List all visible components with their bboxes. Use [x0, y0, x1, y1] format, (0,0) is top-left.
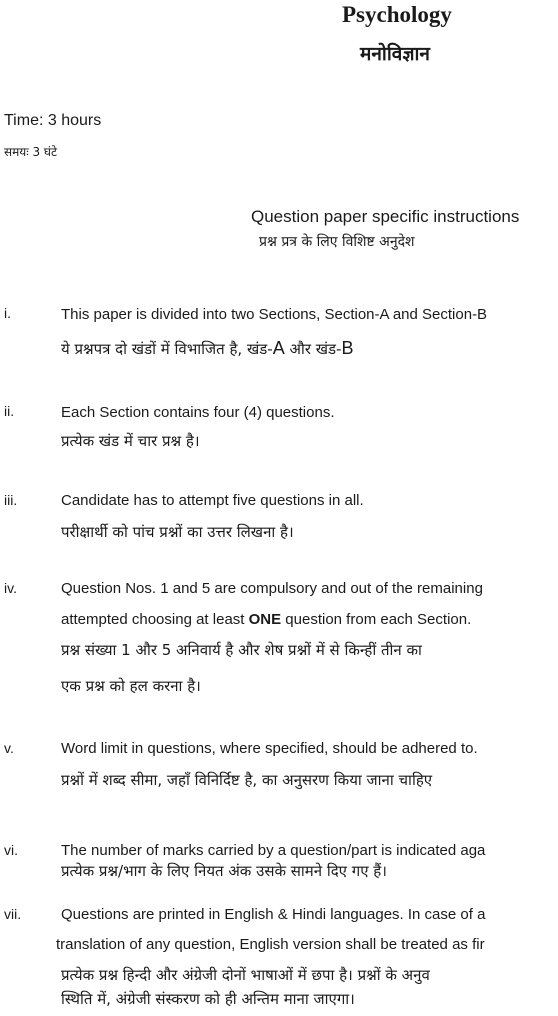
time-allowed-hindi: समयः 3 घंटे: [4, 145, 58, 159]
item-text-english: Candidate has to attempt five questions in all.: [61, 492, 364, 509]
item-text-hindi: प्रत्येक प्रश्न/भाग के लिए नियत अंक उसके सामने दिए गए हैं।: [61, 862, 387, 880]
item-text-hindi: परीक्षार्थी को पांच प्रश्नों का उत्तर लिखना है।: [61, 523, 294, 541]
item-text-english: This paper is divided into two Sections, Section-A and Section-B: [61, 306, 488, 323]
item-text-english: Question Nos. 1 and 5 are compulsory and out of the remaining: [61, 580, 483, 597]
subject-title-hindi: मनोविज्ञान: [360, 43, 430, 65]
item-text-english-continued: attempted choosing at least ONE question from each Section.: [61, 611, 472, 628]
item-text-hindi-continued: एक प्रश्न को हल करना है।: [61, 677, 201, 695]
item-text-english: Word limit in questions, where specified, should be adhered to.: [61, 740, 478, 757]
item-text-english-continued: translation of any question, English version shall be treated as fir: [56, 936, 485, 953]
item-number: v.: [4, 740, 14, 756]
item-text-hindi: प्रश्नों में शब्द सीमा, जहाँ विनिर्दिष्ट है, का अनुसरण किया जाना चाहिए: [61, 771, 433, 789]
item-number: i.: [4, 305, 11, 321]
item-text-hindi: प्रत्येक प्रश्न हिन्दी और अंग्रेजी दोनों भाषाओं में छपा है। प्रश्नों के अनुव: [61, 966, 430, 984]
item-text-english: Each Section contains four (4) questions.: [61, 404, 335, 421]
item-text-hindi: प्रत्येक खंड में चार प्रश्न है।: [61, 432, 200, 450]
item-text-hindi: प्रश्न संख्या 1 और 5 अनिवार्य है और शेष प्रश्नों में से किन्हीं तीन का: [61, 641, 422, 659]
item-number: vii.: [4, 906, 22, 922]
item-number: iii.: [4, 492, 18, 508]
item-number: ii.: [4, 403, 15, 419]
item-text-english: The number of marks carried by a question/part is indicated aga: [61, 842, 486, 859]
item-text-english: Questions are printed in English & Hindi languages. In case of a: [61, 906, 486, 923]
time-allowed-english: Time: 3 hours: [4, 112, 102, 129]
item-text-hindi: ये प्रश्नपत्र दो खंडों में विभाजित है, खंड-A और खंड-B: [61, 338, 354, 358]
instructions-heading-english: Question paper specific instructions: [251, 207, 520, 226]
subject-title-english: Psychology: [342, 2, 452, 27]
item-text-hindi-continued: स्थिति में, अंग्रेजी संस्करण को ही अन्तिम माना जाएगा।: [61, 990, 355, 1008]
item-number: iv.: [4, 580, 17, 596]
instructions-heading-hindi: प्रश्न प्रत्र के लिए विशिष्ट अनुदेश: [259, 234, 415, 250]
item-number: vi.: [4, 842, 18, 858]
